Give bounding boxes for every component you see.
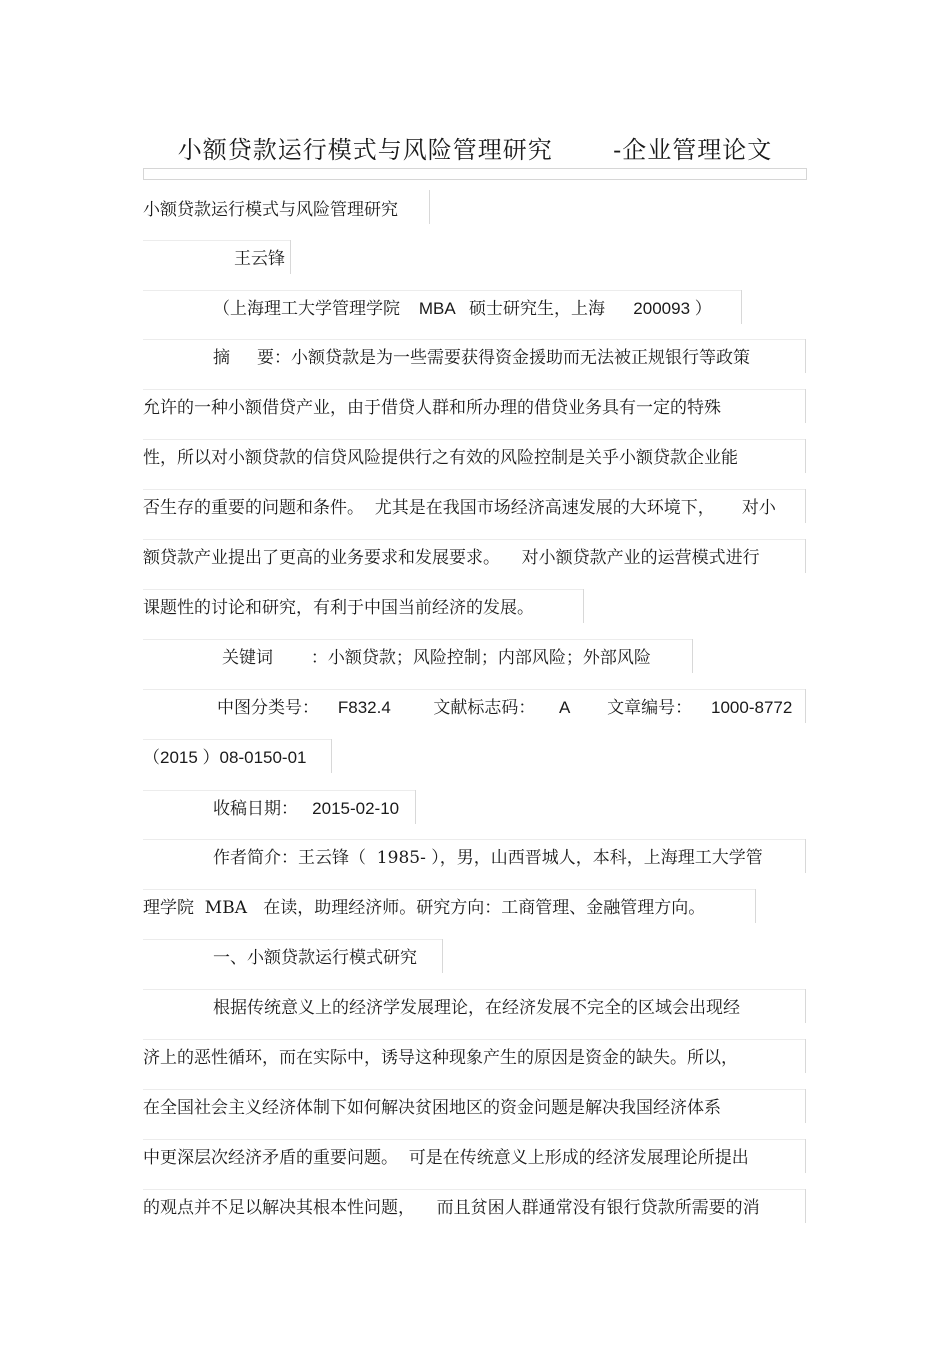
body-text-line: 在全国社会主义经济体制下如何解决贫困地区的资金问题是解决我国经济体系 [143, 1098, 721, 1118]
body-text-line: 中更深层次经济矛盾的重要问题。 可是在传统意义上形成的经济发展理论所提出 [143, 1148, 749, 1168]
keywords: 关键词 ：小额贷款；风险控制；内部风险；外部风险 [222, 648, 651, 668]
line-rule [805, 389, 806, 423]
author-bio-line: 作者简介：王云锋（ 1985- ），男，山西晋城人，本科，上海理工大学管 [213, 848, 763, 868]
abstract-line: 否生存的重要的问题和条件。 尤其是在我国市场经济高速发展的大环境下， 对小 [143, 498, 776, 518]
line-rule [755, 889, 756, 923]
line-rule [143, 290, 741, 291]
line-rule [143, 240, 290, 241]
line-rule [805, 1089, 806, 1123]
abstract-line: 允许的一种小额借贷产业，由于借贷人群和所办理的借贷业务具有一定的特殊 [143, 398, 721, 418]
section-heading: 一、小额贷款运行模式研究 [213, 948, 417, 968]
abstract-line: 摘 要：小额贷款是为一些需要获得资金援助而无法被正规银行等政策 [213, 348, 751, 368]
line-rule [143, 1139, 805, 1140]
title-underline [143, 168, 807, 180]
line-rule [805, 839, 806, 873]
line-rule [331, 739, 332, 773]
line-rule [143, 389, 805, 390]
line-rule [143, 839, 805, 840]
line-rule [429, 190, 430, 224]
author-name: 王云锋 [234, 249, 285, 269]
line-rule [442, 939, 443, 973]
line-rule [143, 989, 805, 990]
article-number-continued: （2015 ）08-0150-01 [143, 748, 307, 767]
author-bio-line: 理学院 MBA 在读，助理经济师。研究方向：工商管理、金融管理方向。 [143, 898, 706, 918]
line-rule [143, 339, 805, 340]
line-rule [805, 539, 806, 573]
line-rule [143, 489, 805, 490]
line-rule [692, 639, 693, 673]
line-rule [805, 689, 806, 723]
line-rule [143, 739, 331, 740]
line-rule [143, 1089, 805, 1090]
body-text-line: 济上的恶性循环，而在实际中，诱导这种现象产生的原因是资金的缺失。所以， [143, 1048, 738, 1068]
line-rule [415, 790, 416, 824]
line-rule [143, 589, 583, 590]
line-rule [805, 439, 806, 473]
line-rule [143, 539, 805, 540]
body-text-line: 的观点并不足以解决其根本性问题， 而且贫困人群通常没有银行贷款所需要的消 [143, 1198, 760, 1218]
line-rule [143, 1039, 805, 1040]
line-rule [143, 439, 805, 440]
received-date: 收稿日期： 2015-02-10 [213, 799, 400, 818]
paper-title: 小额贷款运行模式与风险管理研究 [143, 200, 398, 220]
line-rule [143, 639, 692, 640]
abstract-line: 额贷款产业提出了更高的业务要求和发展要求。 对小额贷款产业的运营模式进行 [143, 548, 760, 568]
line-rule [805, 339, 806, 373]
line-rule [805, 1039, 806, 1073]
line-rule [741, 290, 742, 324]
document-title: 小额贷款运行模式与风险管理研究 -企业管理论文 [177, 136, 773, 164]
line-rule [143, 790, 415, 791]
abstract-line: 性，所以对小额贷款的信贷风险提供行之有效的风险控制是关乎小额贷款企业能 [143, 448, 738, 468]
body-text-line: 根据传统意义上的经济学发展理论，在经济发展不完全的区域会出现经 [213, 998, 740, 1018]
abstract-line: 课题性的讨论和研究，有利于中国当前经济的发展。 [143, 598, 534, 618]
author-affiliation: （上海理工大学管理学院 MBA 硕士研究生，上海 200093 ） [213, 299, 712, 318]
line-rule [805, 1189, 806, 1223]
line-rule [805, 989, 806, 1023]
line-rule [583, 589, 584, 623]
line-rule [143, 1189, 805, 1190]
classification-codes: 中图分类号： F832.4 文献标志码： A 文章编号： 1000-8772 [217, 698, 793, 717]
line-rule [143, 689, 805, 690]
line-rule [143, 889, 755, 890]
line-rule [805, 489, 806, 523]
line-rule [143, 939, 442, 940]
line-rule [805, 1139, 806, 1173]
line-rule [290, 240, 291, 274]
